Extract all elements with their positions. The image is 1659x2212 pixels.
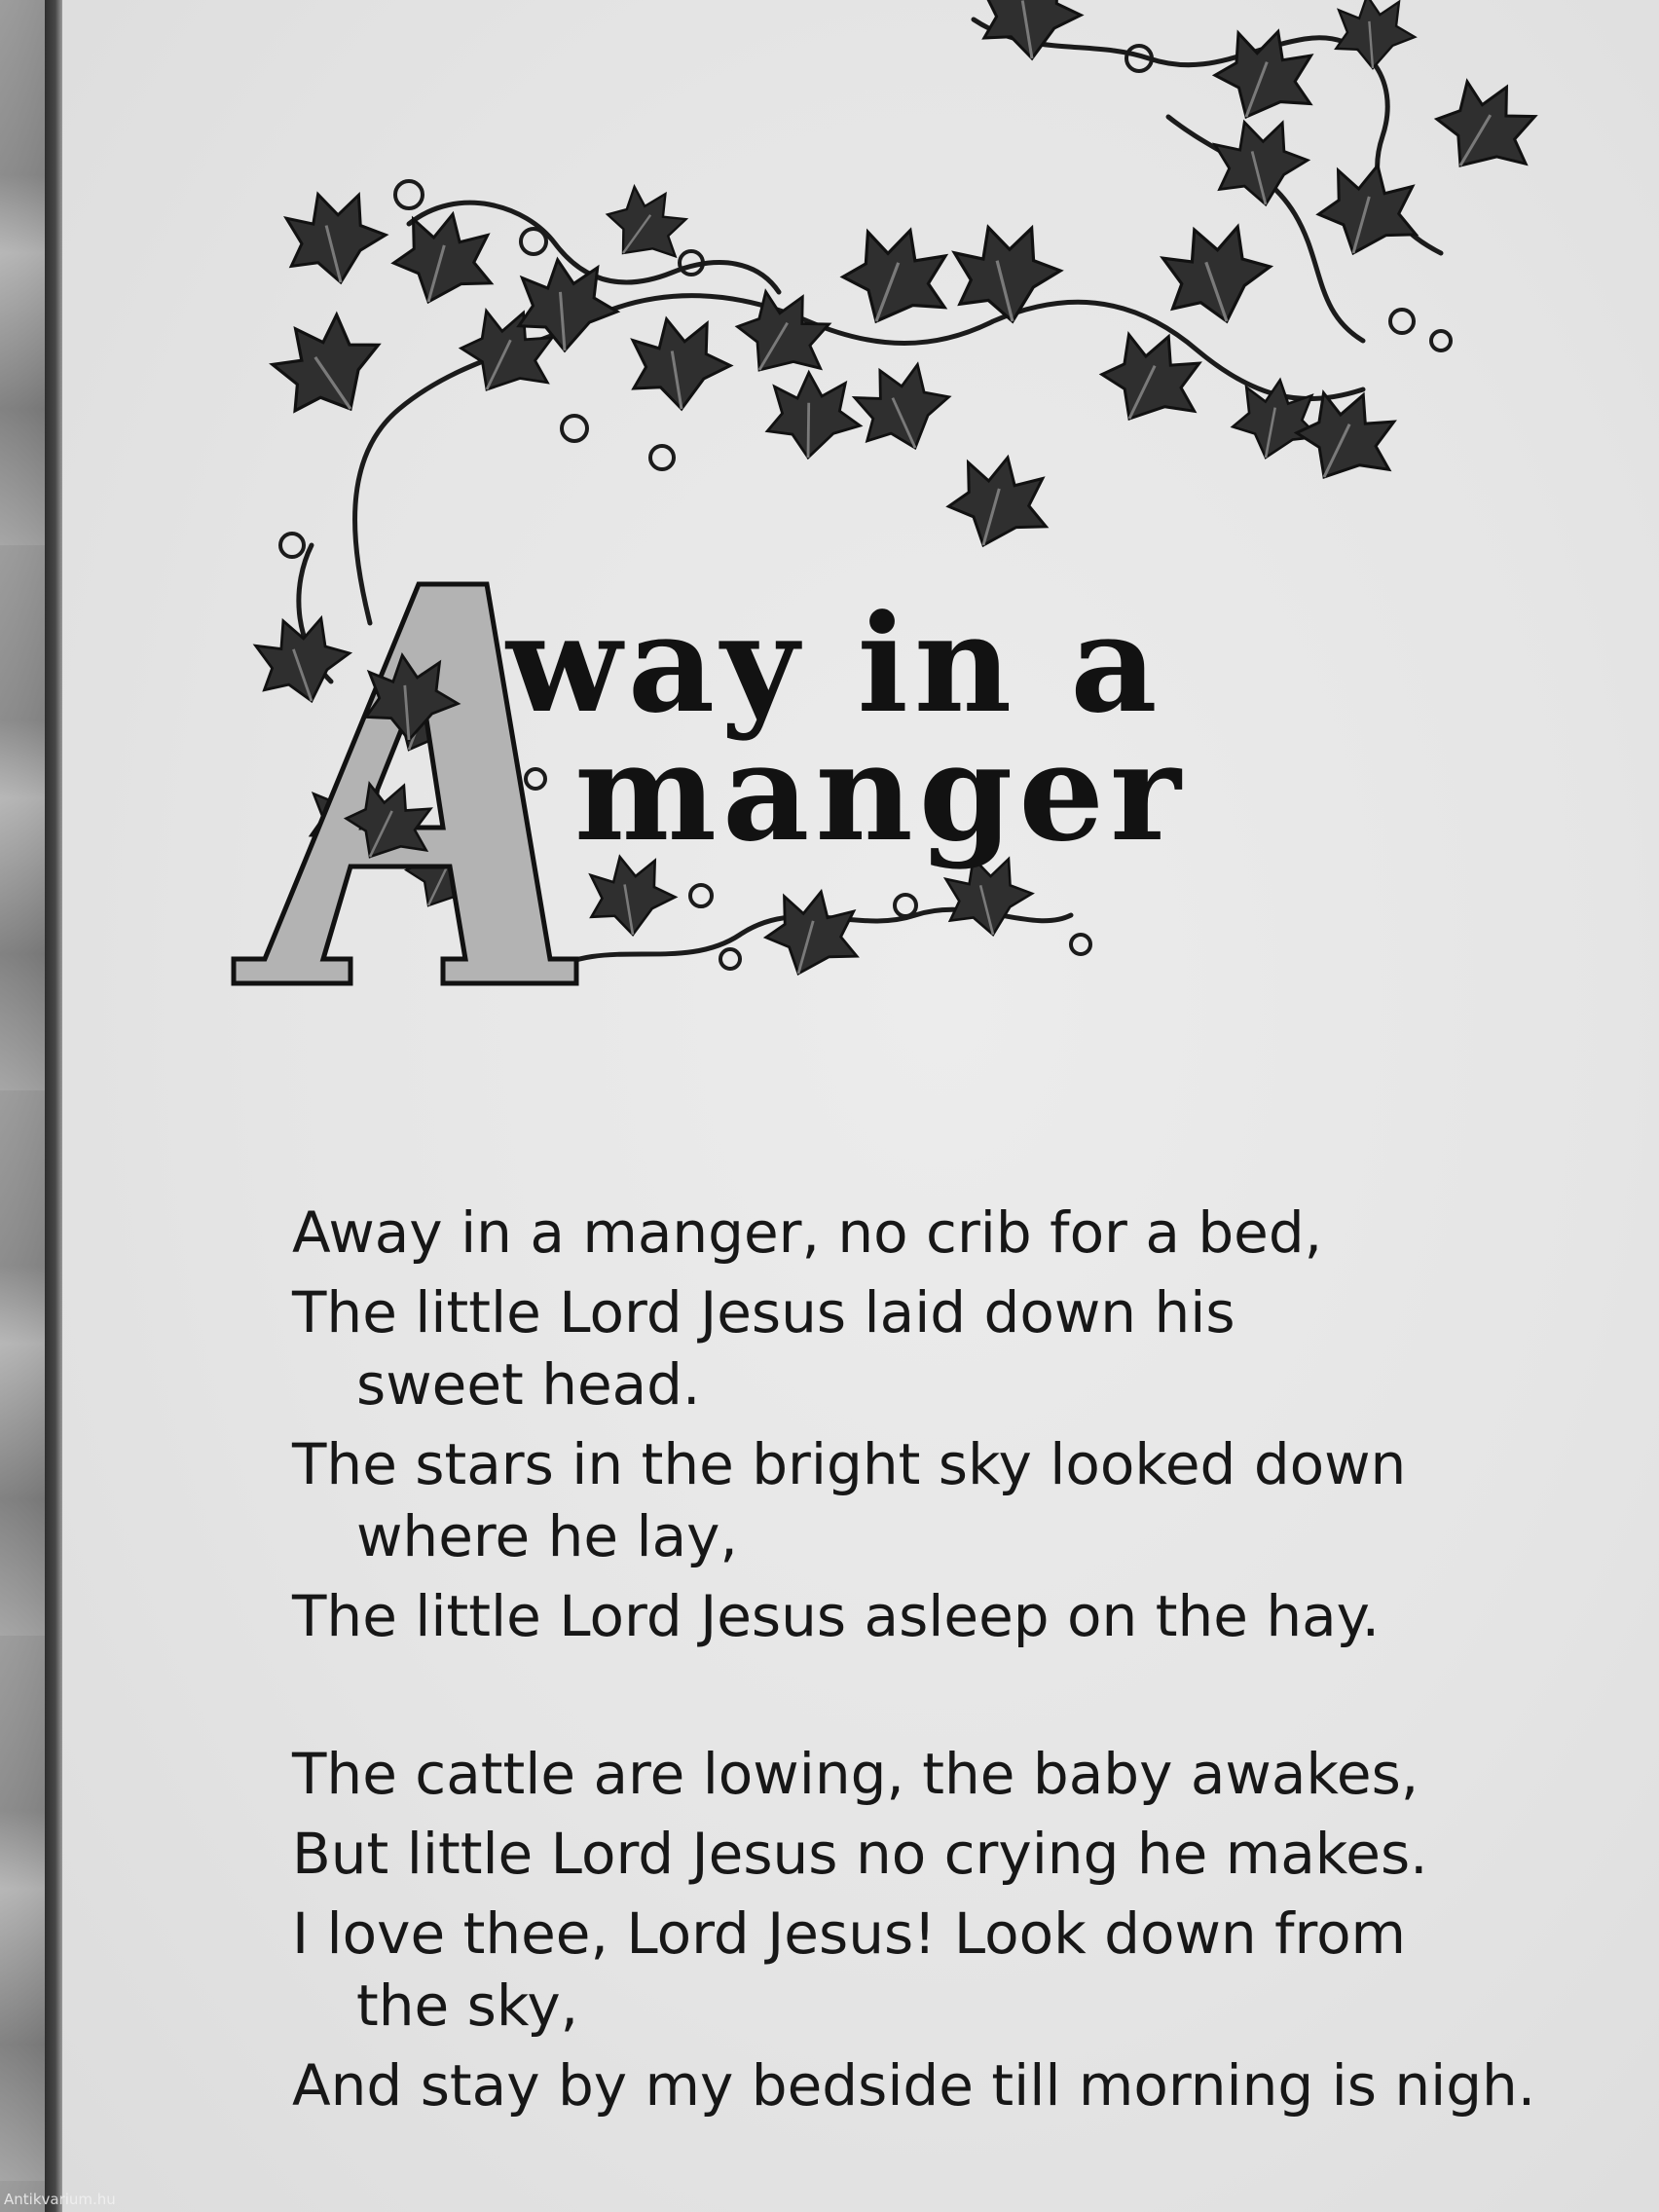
bleed-through-text [467, 0, 1051, 88]
poem [292, 1193, 1558, 2125]
poem-line: The stars in the bright sky looked down [292, 1431, 1407, 1497]
stanza-break [292, 1656, 1558, 1734]
poem-line: where he lay, [356, 1503, 738, 1569]
poem-line: And stay by my bedside till morning is nigh. [292, 2052, 1536, 2119]
poem-line: sweet head. [356, 1351, 701, 1418]
poem-line: the sky, [356, 1972, 579, 2039]
title-line-1: way in a [506, 584, 1163, 743]
poem-line: But little Lord Jesus no crying he makes. [292, 1821, 1428, 1887]
poem-line: Away in a manger, no crib for a bed, [292, 1199, 1323, 1266]
title-line-2: manger [574, 713, 1187, 871]
poem-line: I love thee, Lord Jesus! Look down from [292, 1900, 1407, 1967]
poem-line: The little Lord Jesus asleep on the hay. [292, 1583, 1381, 1649]
poem-line: The cattle are lowing, the baby awakes, [292, 1741, 1419, 1807]
poem-line: The little Lord Jesus laid down his [292, 1279, 1235, 1346]
watermark: Antikvarium.hu [4, 2191, 116, 2208]
ivy-vine-ornament [0, 0, 1659, 1032]
